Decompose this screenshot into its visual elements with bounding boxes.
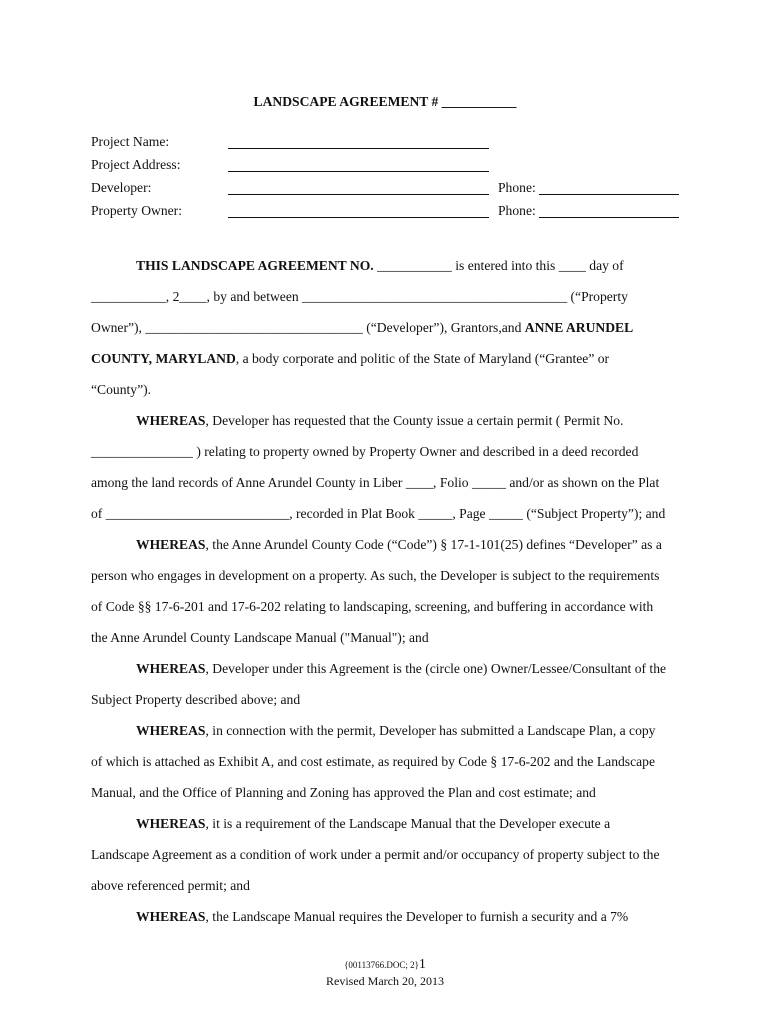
- project-name-label: Project Name:: [91, 134, 170, 149]
- intro-bold: THIS LANDSCAPE AGREEMENT NO.: [136, 258, 374, 273]
- whereas-paragraph-4: WHEREAS, in connection with the permit, Developer has submitted a Landscape Plan, a copy of which is attached as Exhibit A, and cost estimate, as required by Code § 17-6-202 and the Landscape Manual, and the Office of Planning and Zoning has approved the Plan and cost estimate; and: [91, 723, 656, 800]
- property-owner-phone-field[interactable]: [539, 217, 679, 218]
- doc-id: {00113766.DOC; 2}: [344, 960, 419, 970]
- project-address-label: Project Address:: [91, 157, 181, 172]
- property-owner-field[interactable]: [228, 217, 489, 218]
- developer-label: Developer:: [91, 180, 152, 195]
- property-owner-phone-label: Phone:: [498, 203, 536, 218]
- developer-phone-label: Phone:: [498, 180, 536, 195]
- revised-date: Revised March 20, 2013: [326, 974, 444, 988]
- property-owner-label: Property Owner:: [91, 203, 182, 218]
- project-name-row: [91, 134, 691, 152]
- project-address-field[interactable]: [228, 171, 489, 172]
- whereas-paragraph-2: WHEREAS, the Anne Arundel County Code (“Code”) § 17-1-101(25) defines “Developer” as a person who engages in development on a property. As such, the Developer is subject to the requirements of Code §§ 17-6-201 and 17-6-202 relating to landscaping, screening, and buffering in accordance with the Anne Arundel County Landscape Manual ("Manual"); and: [91, 537, 662, 645]
- developer-phone-field[interactable]: [539, 194, 679, 195]
- whereas-paragraph-5: WHEREAS, it is a requirement of the Landscape Manual that the Developer execute a Landscape Agreement as a condition of work under a permit and/or occupancy of property subject to the above referenced permit; and: [91, 816, 660, 893]
- developer-row: [91, 180, 691, 198]
- whereas-paragraph-6: WHEREAS, the Landscape Manual requires the Developer to furnish a security and a 7%: [136, 909, 629, 924]
- page-number: 1: [418, 957, 426, 972]
- page-footer: [0, 956, 770, 989]
- developer-field[interactable]: [228, 194, 489, 195]
- property-owner-row: [91, 203, 691, 221]
- whereas-paragraph-1: WHEREAS, Developer has requested that the County issue a certain permit ( Permit No. _______________ ) relating to property owned by Property Owner and described in a deed recorded among the land records of Anne Arundel County in Liber ____, Folio _____ and/or as shown on the Plat of ___________________________, recorded in Plat Book _____, Page _____ (“Subject Property”); and: [91, 413, 666, 521]
- whereas-paragraph-3: WHEREAS, Developer under this Agreement is the (circle one) Owner/Lessee/Consultant of the Subject Property described above; and: [91, 661, 667, 707]
- intro-paragraph: THIS LANDSCAPE AGREEMENT NO. ___________ is entered into this ____ day of ___________, 2____, by and between _______________________________________ (“Property Owner”), ________________________________ (“Developer”), Grantors,and ANNE ARUNDEL COUNTY, MARYLAND, a body corporate and politic of the State of Maryland (“Grantee” or “County”).: [91, 258, 634, 397]
- project-address-row: [91, 157, 691, 175]
- document-title: LANDSCAPE AGREEMENT # ___________: [253, 94, 517, 109]
- project-name-field[interactable]: [228, 148, 489, 149]
